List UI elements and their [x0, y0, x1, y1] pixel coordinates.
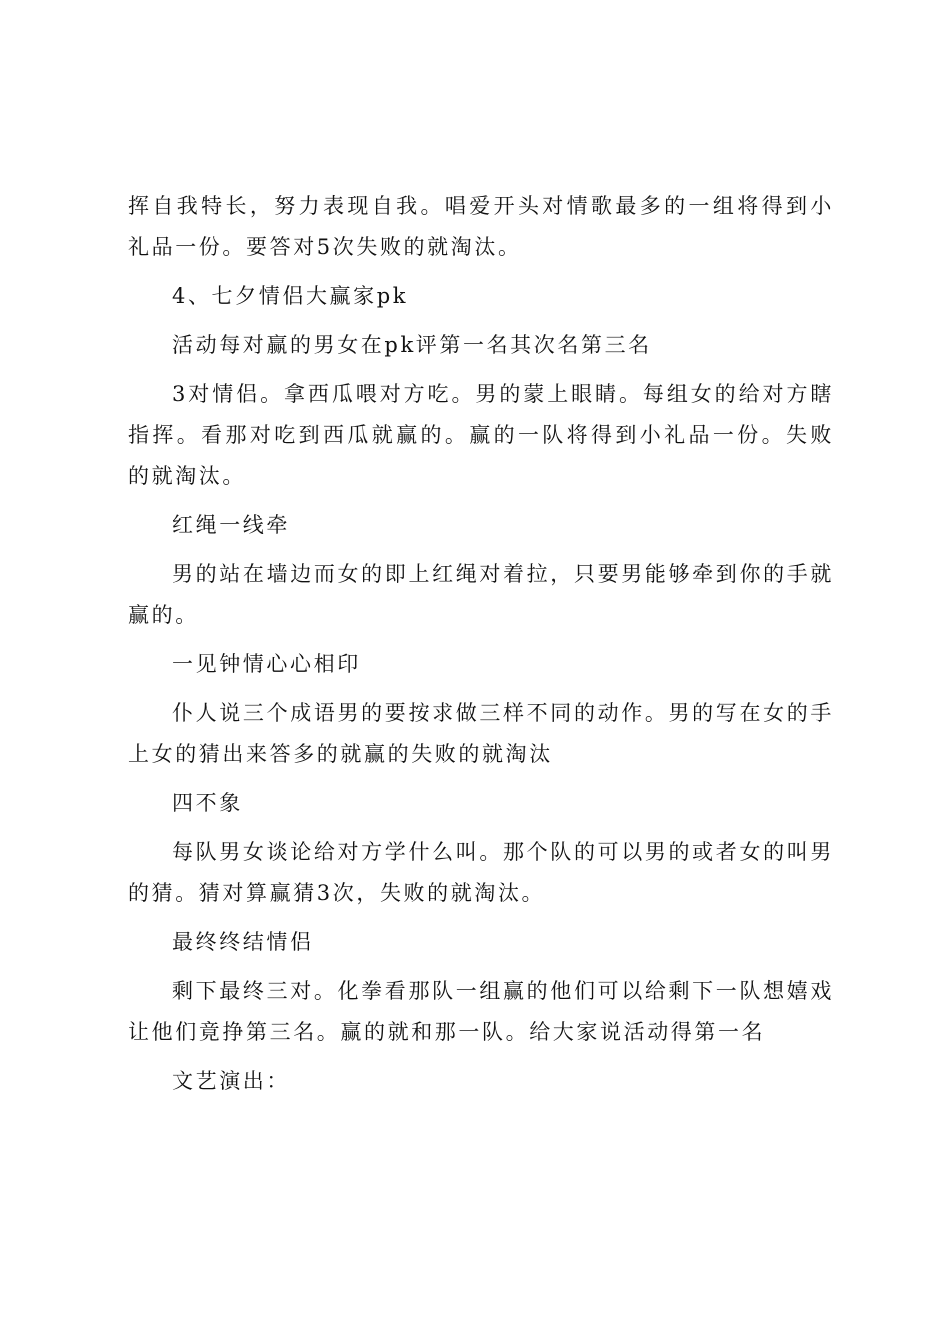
game-title-four-unlike: 四不象: [172, 791, 243, 815]
section-heading-performance: 文艺演出：: [172, 1069, 290, 1093]
game-title-final-couple: 最终终结情侣: [172, 930, 314, 954]
paragraph-animal-sounds: 每队男女谈论给对方学什么叫。那个队的可以男的或者女的叫男的猜。猜对算赢猜3次，失败的就淘汰。: [128, 840, 834, 905]
paragraph-red-rope: 男的站在墙边而女的即上红绳对着拉，只要男能够牵到你的手就赢的。: [128, 562, 834, 627]
paragraph-final-round: 剩下最终三对。化拳看那队一组赢的他们可以给剩下一队想嬉戏让他们竟挣第三名。赢的就和那一队。给大家说活动得第一名: [128, 979, 834, 1044]
section-heading-pk: 4、七夕情侣大赢家pk: [172, 284, 409, 308]
paragraph-watermelon-game: 3对情侣。拿西瓜喂对方吃。男的蒙上眼睛。每组女的给对方瞎指挥。看那对吃到西瓜就赢的。赢的一队将得到小礼品一份。失败的就淘汰。: [128, 382, 834, 488]
paragraph-idioms-game: 仆人说三个成语男的要按求做三样不同的动作。男的写在女的手上女的猜出来答多的就赢的失败的就淘汰: [128, 701, 834, 766]
paragraph-continuation: 挥自我特长，努力表现自我。唱爱开头对情歌最多的一组将得到小礼品一份。要答对5次失败的就淘汰。: [128, 194, 834, 259]
game-title-love-at-first-sight: 一见钟情心心相印: [172, 652, 361, 676]
document-page: [128, 186, 834, 1110]
game-title-red-rope: 红绳一线牵: [172, 513, 290, 537]
paragraph-activity-rule: 活动每对赢的男女在pk评第一名其次名第三名: [172, 333, 652, 357]
